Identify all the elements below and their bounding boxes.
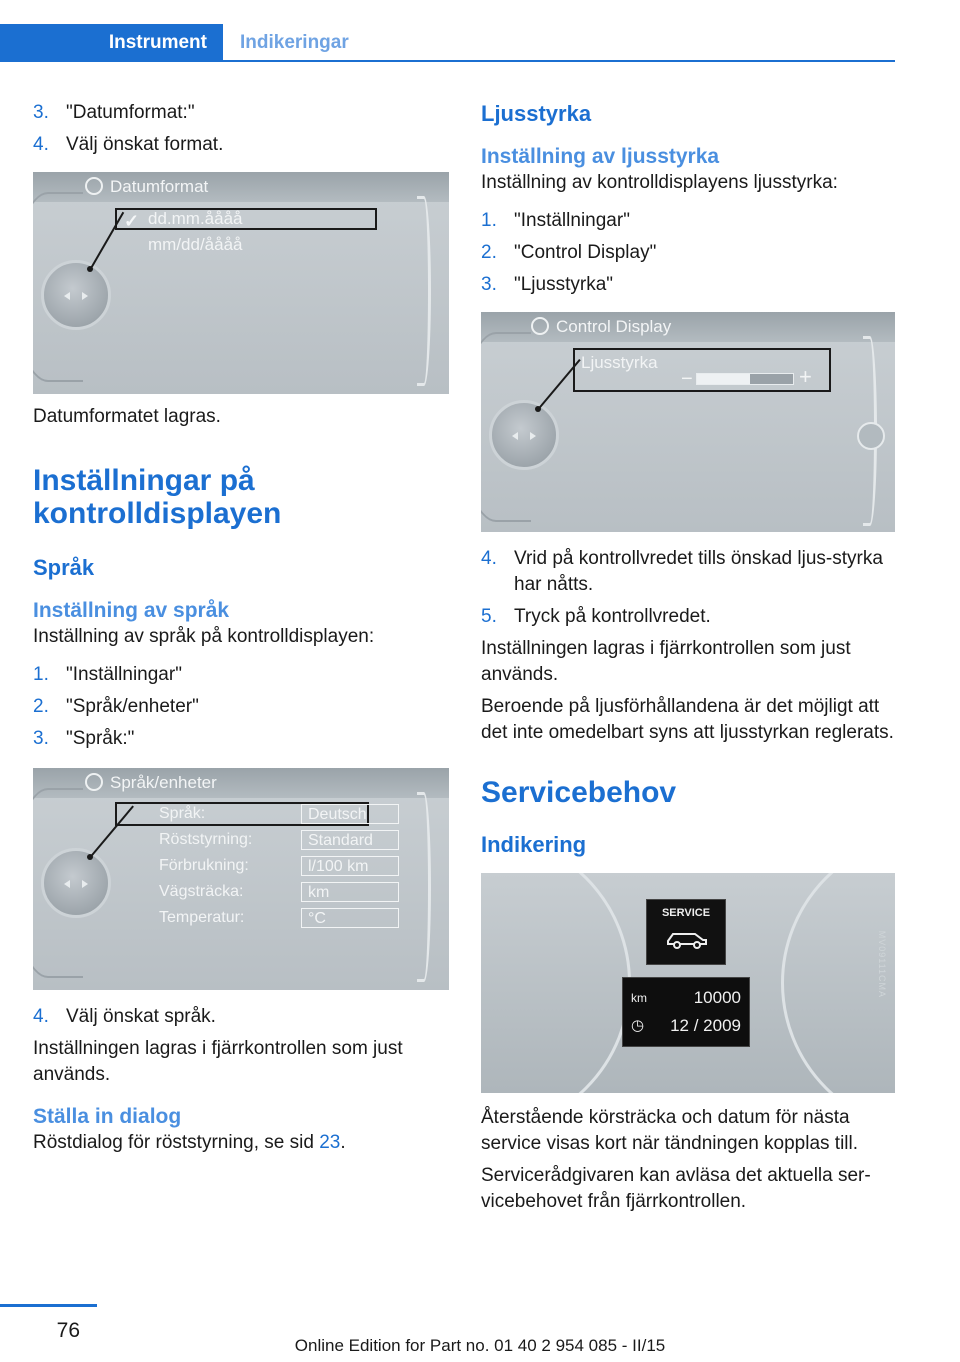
brightness-label: Ljusstyrka	[581, 353, 658, 372]
left-column	[33, 100, 449, 1162]
controller-knob-icon	[41, 260, 111, 330]
screen-title: Datumformat	[110, 177, 209, 196]
brightness-slider[interactable]	[696, 373, 794, 385]
list-item	[33, 662, 449, 688]
paragraph: Beroende på ljusförhållandena är det möjligt att det inte omedelbart syns att ljusstyrkan reglerats.	[481, 696, 894, 743]
service-panel	[646, 899, 726, 965]
list-item	[481, 272, 895, 298]
step-text: Vrid på kontrollvredet tills önskad ljus-styrka har nåtts.	[514, 548, 883, 595]
setting-row[interactable]	[159, 882, 399, 902]
page-bar	[0, 1304, 97, 1307]
list-item	[33, 132, 449, 158]
subsubsection-heading: Inställning av språk	[33, 599, 230, 622]
page-link[interactable]: 23	[319, 1132, 341, 1153]
step-number: 4.	[33, 1006, 49, 1027]
setting-value: Standard	[301, 830, 399, 850]
list-item	[481, 546, 895, 598]
date-value: 12 / 2009	[670, 1016, 741, 1035]
dialog-text-end: .	[340, 1132, 346, 1153]
intro-text: Inställning av kontrolldisplayens ljusstyrka:	[481, 172, 838, 193]
step-text: "Inställningar"	[514, 210, 630, 231]
list-item	[33, 694, 449, 720]
step-text: Välj önskat format.	[66, 134, 224, 155]
subsubsection-heading: Inställning av ljusstyrka	[481, 145, 720, 168]
step-number: 2.	[33, 696, 49, 717]
screen-title: Control Display	[556, 317, 672, 336]
page-number: 76	[56, 1319, 80, 1342]
controller-knob-icon	[489, 400, 559, 470]
service-indicator-image	[481, 873, 895, 1093]
step-number: 3.	[33, 102, 49, 123]
paragraph: Återstående körsträcka och datum för nästa service visas kort när tändningen kopplas till.	[481, 1107, 859, 1154]
section-heading: Servicebehov	[481, 776, 677, 809]
subsection-heading: Språk	[33, 555, 95, 580]
step-number: 5.	[481, 606, 497, 627]
saved-text: Datumformatet lagras.	[33, 406, 221, 427]
step-text: "Datumformat:"	[66, 102, 195, 123]
subsection-heading: Ljusstyrka	[481, 101, 592, 126]
dialog-text-body: Röstdialog för röststyrning, se sid	[33, 1132, 320, 1153]
list-item	[481, 208, 895, 234]
setting-label: Röststyrning:	[159, 831, 253, 848]
setting-row[interactable]	[159, 856, 399, 876]
setting-label: Språk:	[159, 805, 206, 822]
gear-icon	[85, 773, 103, 791]
step-number: 3.	[481, 274, 497, 295]
step-number: 2.	[481, 242, 497, 263]
option-1[interactable]: dd.mm.åååå	[148, 209, 243, 228]
list-item	[481, 604, 895, 630]
subsection-heading: Indikering	[481, 832, 587, 857]
step-number: 1.	[481, 210, 497, 231]
step-text: "Inställningar"	[66, 664, 182, 685]
step-text: Tryck på kontrollvredet.	[514, 606, 711, 627]
subsubsection-heading: Ställa in dialog	[33, 1105, 182, 1128]
check-icon: ✓	[124, 211, 140, 231]
brightness-fill	[697, 374, 750, 384]
step-text: "Språk/enheter"	[66, 696, 199, 717]
setting-row[interactable]	[159, 804, 399, 824]
paragraph: Inställningen lagras i fjärrkontrollen som just används.	[481, 638, 851, 685]
tab-instrument[interactable]: Instrument	[0, 24, 223, 62]
clock-icon: ◷	[631, 1017, 645, 1034]
step-text: "Ljusstyrka"	[514, 274, 614, 295]
setting-value: °C	[301, 908, 399, 928]
step-number: 4.	[481, 548, 497, 569]
setting-label: Förbrukning:	[159, 857, 249, 874]
dialog-text	[33, 1130, 449, 1156]
setting-value: Deutsch	[301, 804, 399, 824]
minus-icon[interactable]: −	[681, 368, 693, 390]
sprak-screenshot	[33, 768, 449, 990]
control-display-screenshot	[481, 312, 895, 532]
km-label: km	[631, 991, 647, 1005]
intro-text: Inställning av språk på kontrolldisplayen:	[33, 626, 375, 647]
step-text: "Språk:"	[66, 728, 135, 749]
step-number: 3.	[33, 728, 49, 749]
setting-value: km	[301, 882, 399, 902]
setting-value: l/100 km	[301, 856, 399, 876]
display-toggle-icon	[857, 422, 885, 450]
header-tabbar	[0, 24, 895, 62]
step-number: 1.	[33, 664, 49, 685]
setting-row[interactable]	[159, 830, 399, 850]
km-value: 10000	[693, 988, 741, 1007]
tab-indikeringar[interactable]: Indikeringar	[240, 32, 349, 53]
step-text: "Control Display"	[514, 242, 657, 263]
step-number: 4.	[33, 134, 49, 155]
service-label: SERVICE	[661, 907, 711, 919]
list-item	[33, 1004, 449, 1030]
datumformat-screenshot	[33, 172, 449, 394]
setting-label: Vägsträcka:	[159, 883, 244, 900]
list-item	[33, 100, 449, 126]
controller-knob-icon	[41, 848, 111, 918]
section-heading: Inställningar på kontrolldisplayen	[33, 464, 282, 530]
screen-title: Språk/enheter	[110, 773, 217, 792]
list-item	[33, 726, 449, 752]
gear-icon	[85, 177, 103, 195]
gear-icon	[531, 317, 549, 335]
image-code: MV09111CMA	[877, 930, 887, 998]
setting-label: Temperatur:	[159, 909, 245, 926]
list-item	[481, 240, 895, 266]
plus-icon[interactable]: +	[799, 364, 812, 389]
paragraph: Servicerådgivaren kan avläsa det aktuella ser-vicebehovet från fjärrkontrollen.	[481, 1165, 871, 1212]
step-text: Välj önskat språk.	[66, 1006, 216, 1027]
footer-edition: Online Edition for Part no. 01 40 2 954 085 - II/15	[294, 1336, 666, 1355]
car-icon	[665, 926, 709, 950]
service-info-panel	[622, 977, 750, 1047]
option-2[interactable]: mm/dd/åååå	[148, 235, 243, 254]
setting-row[interactable]	[159, 908, 399, 928]
right-column	[481, 100, 895, 1221]
saved-text: Inställningen lagras i fjärrkontrollen som just används.	[33, 1038, 403, 1085]
